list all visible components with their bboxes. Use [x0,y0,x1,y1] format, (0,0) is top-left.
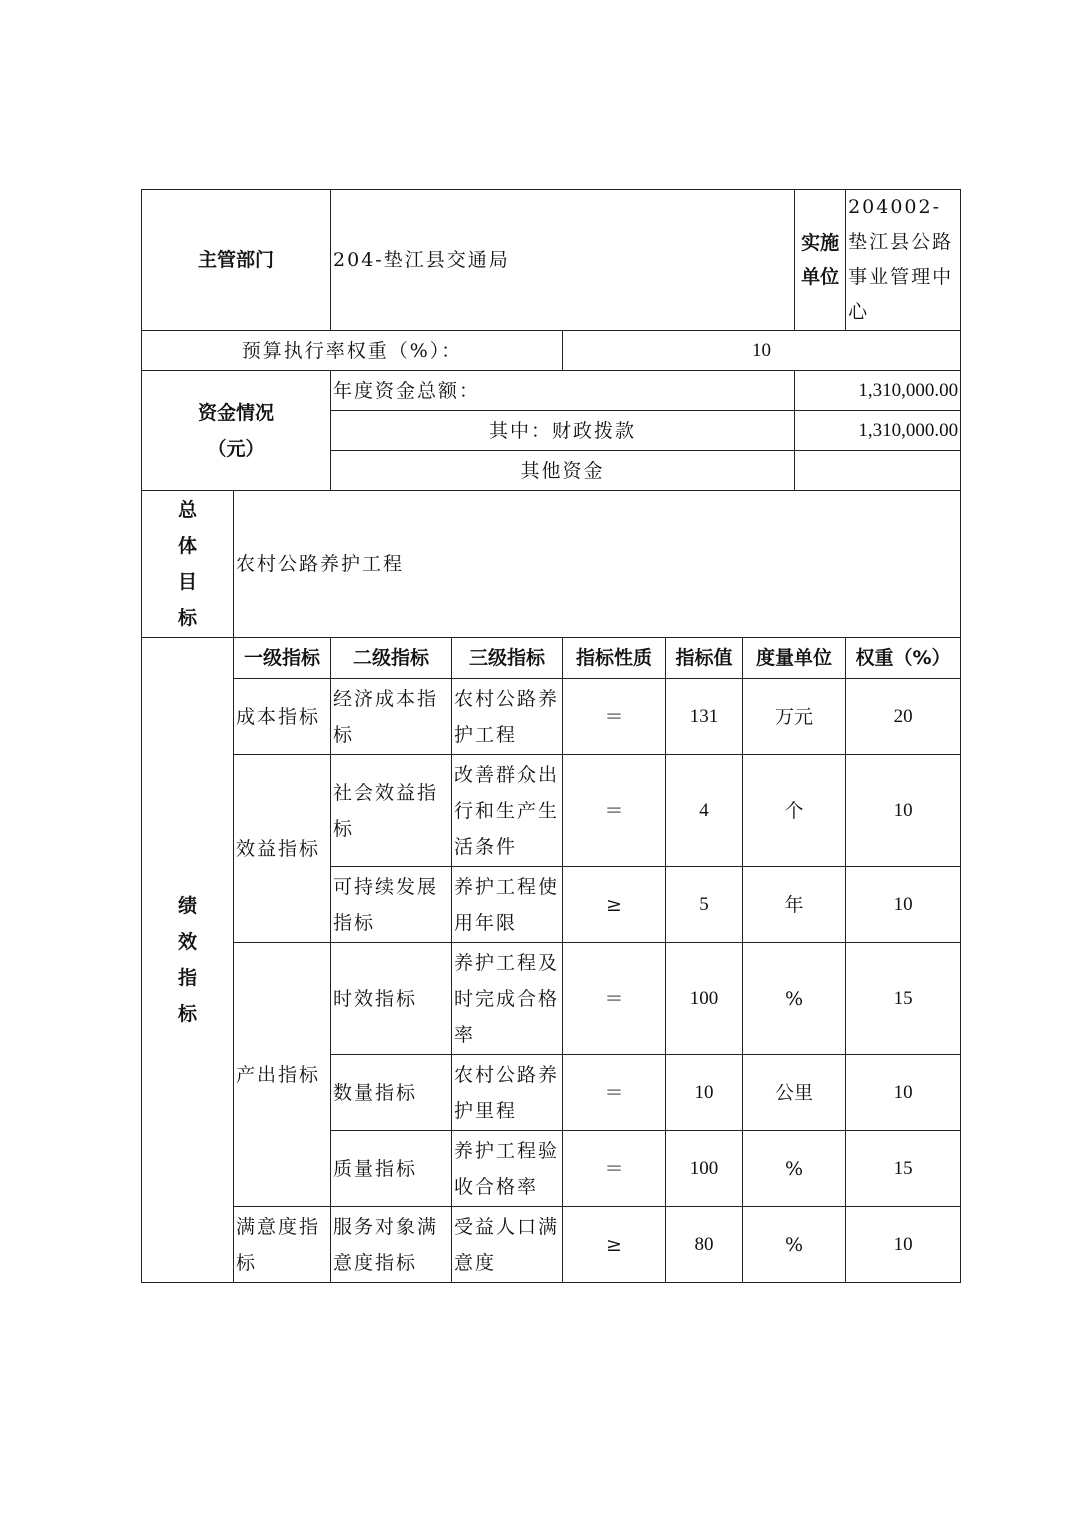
funds-other-value [795,451,961,491]
funds-total-label: 年度资金总额： [331,371,795,411]
indicator-nature: ＝ [563,1055,666,1131]
performance-label [142,638,234,1283]
impl-label-text: 实施单位 [801,232,840,288]
level2-indicator: 社会效益指标 [331,755,452,867]
level3-indicator: 农村公路养护工程 [452,679,563,755]
indicator-nature: ≥ [563,867,666,943]
indicator-weight: 15 [846,1131,961,1207]
table-row [142,943,961,1055]
level2-indicator: 服务对象满意度指标 [331,1207,452,1283]
indicator-nature: ≥ [563,1207,666,1283]
indicator-nature: ＝ [563,1131,666,1207]
indicator-weight: 15 [846,943,961,1055]
indicator-unit: % [743,943,846,1055]
impl-label [795,190,846,331]
level3-indicator: 养护工程使用年限 [452,867,563,943]
indicator-value: 100 [666,1131,743,1207]
indicator-nature: ＝ [563,679,666,755]
column-header: 指标值 [666,638,743,679]
indicator-value: 10 [666,1055,743,1131]
level2-indicator: 时效指标 [331,943,452,1055]
column-header: 权重（%） [846,638,961,679]
table-row [142,755,961,867]
level1-indicator: 产出指标 [234,943,331,1207]
funds-label-text: 资金情况（元） [197,401,274,460]
indicator-weight: 10 [846,1055,961,1131]
impl-value: 204002-垫江县公路事业管理中心 [846,190,961,331]
indicator-unit: % [743,1131,846,1207]
indicator-value: 5 [666,867,743,943]
budget-rate-label: 预算执行率权重（%）： [142,331,563,371]
performance-target-table [141,189,961,1283]
budget-rate-value: 10 [563,331,961,371]
level1-indicator: 成本指标 [234,679,331,755]
level3-indicator: 养护工程及时完成合格率 [452,943,563,1055]
indicator-value: 80 [666,1207,743,1283]
level2-indicator: 可持续发展指标 [331,867,452,943]
column-header: 二级指标 [331,638,452,679]
indicator-value: 4 [666,755,743,867]
column-header: 三级指标 [452,638,563,679]
indicator-weight: 10 [846,755,961,867]
funds-other-label: 其他资金 [331,451,795,491]
goal-label-text: 总体目标 [178,499,198,629]
level3-indicator: 农村公路养护里程 [452,1055,563,1131]
goal-label [142,491,234,638]
goal-value: 农村公路养护工程 [234,491,961,638]
table-row [142,1207,961,1283]
indicator-nature: ＝ [563,943,666,1055]
indicator-nature: ＝ [563,755,666,867]
performance-label-text: 绩效指标 [178,895,198,1025]
funds-total-value: 1,310,000.00 [795,371,961,411]
level3-indicator: 养护工程验收合格率 [452,1131,563,1207]
indicator-weight: 10 [846,1207,961,1283]
level1-indicator: 满意度指标 [234,1207,331,1283]
level2-indicator: 数量指标 [331,1055,452,1131]
level3-indicator: 改善群众出行和生产生活条件 [452,755,563,867]
indicator-weight: 20 [846,679,961,755]
column-header: 指标性质 [563,638,666,679]
indicator-unit: 万元 [743,679,846,755]
indicator-unit: 个 [743,755,846,867]
indicator-unit: 年 [743,867,846,943]
funds-label [142,371,331,491]
column-header: 度量单位 [743,638,846,679]
indicator-weight: 10 [846,867,961,943]
table-row [142,679,961,755]
level2-indicator: 经济成本指标 [331,679,452,755]
column-header: 一级指标 [234,638,331,679]
level2-indicator: 质量指标 [331,1131,452,1207]
dept-label: 主管部门 [142,190,331,331]
indicator-value: 131 [666,679,743,755]
funds-fiscal-value: 1,310,000.00 [795,411,961,451]
indicator-value: 100 [666,943,743,1055]
level1-indicator: 效益指标 [234,755,331,943]
funds-fiscal-label: 其中：财政拨款 [331,411,795,451]
dept-value: 204-垫江县交通局 [331,190,795,331]
level3-indicator: 受益人口满意度 [452,1207,563,1283]
indicator-unit: 公里 [743,1055,846,1131]
indicator-unit: % [743,1207,846,1283]
